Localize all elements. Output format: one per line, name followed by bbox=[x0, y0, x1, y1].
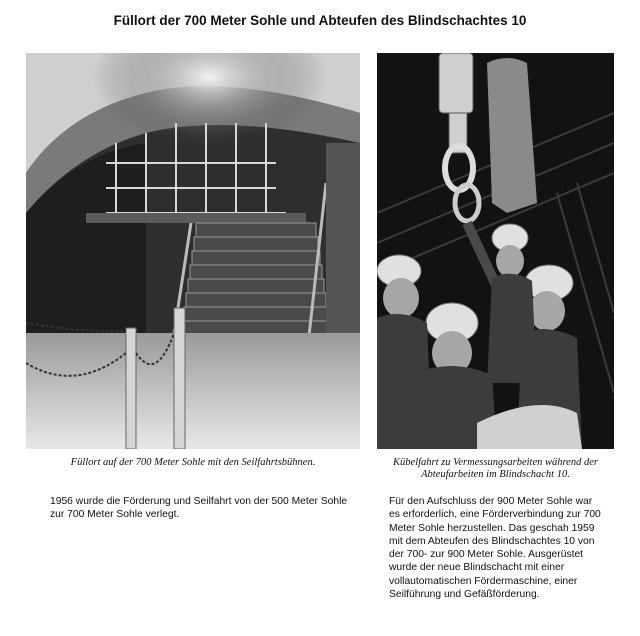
fuellort-photo bbox=[26, 53, 360, 449]
page-title: Füllort der 700 Meter Sohle und Abteufen des Blindschachtes 10 bbox=[113, 13, 527, 28]
right-body-text: Für den Aufschluss der 900 Meter Sohle war es erforderlich, eine Förderverbindung zur 700 Meter Sohle herzustellen. Das geschah 1959 mit dem Abteufen des Blindschachtes 10 von der 700- zur 900 Meter Sohle. Ausgerüstet wurde der neue Blindschacht mit einer vollautomatischen Fördermaschine, einer Seilführung und Gefäßförderung. bbox=[389, 496, 601, 601]
right-photo-caption: Kübelfahrt zu Vermessungsarbeiten während der Abteufarbeiten im Blindschacht 10. bbox=[393, 457, 598, 480]
left-photo-caption: Füllort auf der 700 Meter Sohle mit den Seilfahrtsbühnen. bbox=[70, 457, 316, 468]
kuebelfahrt-photo bbox=[377, 53, 614, 449]
left-body-text: 1956 wurde die Förderung und Seilfahrt von der 500 Meter Sohle zur 700 Meter Sohle verlegt. bbox=[50, 496, 348, 521]
